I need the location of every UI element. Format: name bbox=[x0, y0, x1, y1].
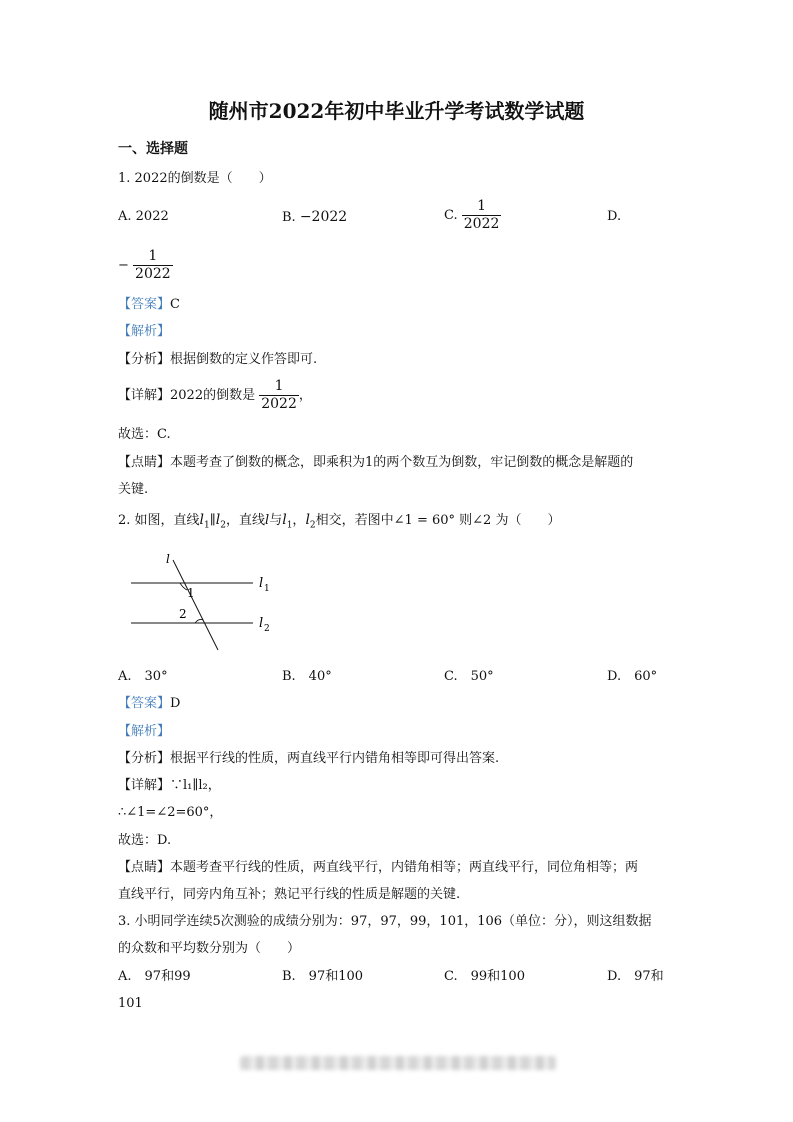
fraction-numerator: 1 bbox=[148, 248, 158, 264]
q1-fenxi: 【分析】根据倒数的定义作答即可. bbox=[118, 352, 318, 367]
q1-answer bbox=[118, 296, 180, 314]
q1-xiangjie-comma: ， bbox=[298, 388, 312, 403]
q2-l1: l bbox=[282, 512, 287, 528]
fraction-numerator: 1 bbox=[274, 378, 284, 394]
q2-l: l bbox=[265, 513, 270, 528]
label-l: l bbox=[166, 552, 170, 566]
q1-choose: 故选：C. bbox=[118, 427, 171, 442]
q3-option-d: D. 97和 bbox=[607, 969, 664, 984]
q1-dianjing-line2: 关键. bbox=[118, 482, 149, 497]
q3-stem-line1: 3. 小明同学连续5次测验的成绩分别为：97，97，99，101，106（单位：分），则这组数据 bbox=[118, 914, 652, 929]
q2-dianjing-line2: 直线平行，同旁内角互补；熟记平行线的性质是解题的关键. bbox=[118, 887, 461, 902]
fraction-denominator: 2022 bbox=[463, 216, 500, 232]
transversal-line-l bbox=[173, 560, 218, 650]
parallel-lines-figure bbox=[125, 550, 285, 660]
q2-l2-sub: 2 bbox=[220, 520, 226, 531]
q2-stem bbox=[118, 511, 560, 535]
q2-therefore: ∴∠1=∠2=60°， bbox=[118, 805, 223, 820]
label-l2-sub: 2 bbox=[264, 624, 270, 634]
label-angle-1: 1 bbox=[187, 586, 195, 600]
q2-xiangjie: 【详解】∵l₁∥l₂， bbox=[118, 778, 221, 793]
q1-xiangjie-fraction bbox=[259, 378, 299, 413]
q1-stem: 1. 2022的倒数是（ ） bbox=[118, 171, 272, 186]
fraction-numerator: 1 bbox=[477, 198, 487, 214]
q1-option-d-fraction bbox=[133, 248, 173, 283]
page-title: 随州市2022年初中毕业升学考试数学试题 bbox=[208, 99, 585, 123]
label-l2: l bbox=[259, 616, 264, 631]
blurred-footer-watermark bbox=[240, 1056, 556, 1070]
fraction-denominator: 2022 bbox=[135, 266, 171, 282]
q2-option-c: C. 50° bbox=[444, 669, 494, 684]
q1-dianjing-line1: 【点睛】本题考查了倒数的概念，即乘积为1的两个数互为倒数，牢记倒数的概念是解题的 bbox=[118, 455, 634, 470]
q1-option-d-sign: − bbox=[118, 258, 129, 273]
q2-stem-part: 与 bbox=[269, 513, 283, 528]
q2-l1-sub: 1 bbox=[286, 520, 293, 531]
q2-analysis-tag: 【解析】 bbox=[118, 724, 171, 739]
answer-value: D bbox=[170, 696, 181, 711]
q1-option-d-label: D. bbox=[607, 209, 622, 224]
q1-analysis-tag: 【解析】 bbox=[118, 324, 171, 339]
q1-xiangjie-text: 【详解】2022的倒数是 bbox=[118, 388, 256, 403]
q2-l1: l bbox=[199, 512, 205, 528]
q3-option-b: B. 97和100 bbox=[282, 969, 364, 984]
q2-answer bbox=[118, 695, 180, 713]
q2-option-d: D. 60° bbox=[607, 669, 658, 684]
q2-stem-part: 相交，若图中∠1 = 60° 则∠2 为（ ） bbox=[315, 513, 561, 528]
q2-l2: l bbox=[215, 512, 221, 528]
q3-option-a: A. 97和99 bbox=[118, 969, 191, 984]
q3-option-c: C. 99和100 bbox=[444, 969, 525, 984]
q2-choose: 故选：D. bbox=[118, 833, 172, 848]
section-heading-choice: 一、选择题 bbox=[118, 141, 188, 157]
q1-xiangjie bbox=[118, 376, 312, 416]
answer-value: C bbox=[170, 297, 180, 312]
q2-dianjing-line1: 【点睛】本题考查平行线的性质，两直线平行，内错角相等；两直线平行，同位角相等；两 bbox=[118, 860, 639, 875]
angle-2-arc bbox=[195, 619, 203, 623]
q1-option-b bbox=[282, 208, 347, 227]
q2-option-a: A. 30° bbox=[118, 669, 168, 684]
q2-l1-sub: 1 bbox=[204, 520, 210, 531]
q3-stem-line2: 的众数和平均数分别为（ ） bbox=[118, 941, 301, 956]
q1-option-b-label: B. bbox=[282, 210, 296, 225]
q3-option-d-continued: 101 bbox=[118, 996, 143, 1011]
q2-stem-part: ，直线 bbox=[226, 513, 266, 528]
q1-option-c-label: C. bbox=[444, 208, 458, 223]
q1-option-a: A. 2022 bbox=[118, 209, 169, 224]
q1-option-b-value: −2022 bbox=[299, 209, 348, 225]
q1-option-c bbox=[444, 196, 501, 236]
q2-parallel: ∥ bbox=[209, 513, 216, 528]
label-l1: l bbox=[259, 576, 264, 591]
q2-l2: l bbox=[305, 512, 310, 528]
q2-stem-part: 2. 如图，直线 bbox=[118, 513, 200, 528]
q2-option-b: B. 40° bbox=[282, 669, 332, 684]
answer-tag: 【答案】 bbox=[118, 297, 171, 312]
answer-tag: 【答案】 bbox=[118, 696, 171, 711]
q1-option-d bbox=[118, 246, 173, 286]
q2-fenxi: 【分析】根据平行线的性质，两直线平行内错角相等即可得出答案. bbox=[118, 751, 500, 766]
fraction-denominator: 2022 bbox=[261, 396, 297, 412]
q1-option-c-fraction bbox=[462, 198, 502, 233]
q2-stem-part: ， bbox=[292, 513, 306, 528]
label-angle-2: 2 bbox=[179, 607, 187, 621]
label-l1-sub: 1 bbox=[264, 584, 270, 594]
q2-l2-sub: 2 bbox=[309, 520, 316, 531]
